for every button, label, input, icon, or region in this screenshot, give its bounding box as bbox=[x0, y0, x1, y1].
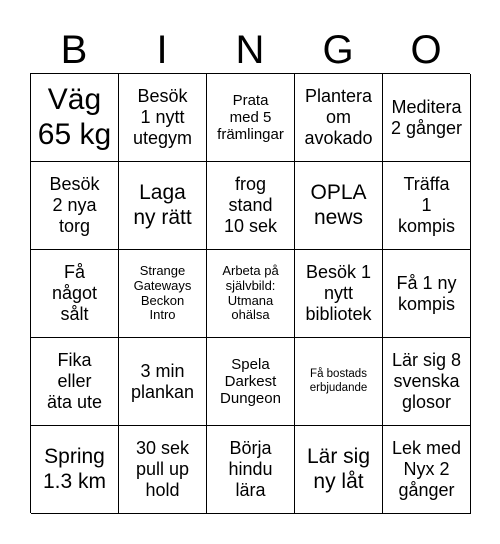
cell-text: 3 min plankan bbox=[130, 360, 195, 402]
bingo-cell[interactable] bbox=[119, 74, 207, 162]
bingo-header bbox=[30, 26, 470, 74]
cell-text: frog stand 10 sek bbox=[223, 174, 278, 236]
bingo-cell[interactable] bbox=[119, 426, 207, 514]
cell-text: Väg 65 kg bbox=[37, 83, 112, 151]
bingo-cell[interactable] bbox=[207, 74, 295, 162]
bingo-cell[interactable] bbox=[31, 74, 119, 162]
cell-text: Besök 2 nya torg bbox=[49, 174, 100, 236]
cell-text: Plantera om avokado bbox=[304, 86, 373, 148]
cell-text: Besök 1 nytt bibliotek bbox=[305, 262, 372, 324]
cell-text: Lär sig ny låt bbox=[306, 445, 371, 493]
bingo-cell[interactable] bbox=[295, 162, 383, 250]
cell-text: Meditera 2 gånger bbox=[390, 96, 463, 138]
cell-text: OPLA news bbox=[310, 181, 367, 229]
cell-text: Få bostads erbjudande bbox=[309, 368, 368, 394]
header-letter-o: O bbox=[410, 28, 442, 72]
cell-text: Strange Gateways Beckon Intro bbox=[133, 262, 192, 323]
bingo-cell[interactable] bbox=[295, 426, 383, 514]
cell-text: Lär sig 8 svenska glosor bbox=[391, 350, 462, 412]
header-letter-i: I bbox=[156, 28, 168, 72]
header-letter-n: N bbox=[235, 28, 265, 72]
bingo-card-grid bbox=[30, 73, 470, 513]
bingo-cell[interactable] bbox=[119, 338, 207, 426]
bingo-cell[interactable] bbox=[119, 162, 207, 250]
cell-text: Få något sålt bbox=[51, 262, 98, 324]
bingo-cell[interactable] bbox=[295, 250, 383, 338]
cell-text: Laga ny rätt bbox=[133, 181, 192, 229]
bingo-cell[interactable] bbox=[383, 162, 471, 250]
bingo-cell[interactable] bbox=[31, 338, 119, 426]
cell-text: Spela Darkest Dungeon bbox=[220, 355, 281, 408]
header-letter-b: B bbox=[60, 28, 88, 72]
cell-text: Lek med Nyx 2 gånger bbox=[391, 438, 462, 500]
bingo-cell[interactable] bbox=[207, 426, 295, 514]
header-letter-g: G bbox=[322, 28, 354, 72]
cell-text: Fika eller äta ute bbox=[46, 350, 103, 412]
bingo-cell[interactable] bbox=[383, 338, 471, 426]
cell-text: Besök 1 nytt utegym bbox=[132, 86, 193, 148]
cell-text: Arbeta på självbild: Utmana ohälsa bbox=[222, 262, 279, 323]
cell-text: 30 sek pull up hold bbox=[135, 438, 190, 500]
bingo-cell[interactable] bbox=[207, 162, 295, 250]
bingo-cell[interactable] bbox=[295, 74, 383, 162]
cell-text: Prata med 5 främlingar bbox=[217, 91, 284, 144]
bingo-cell[interactable] bbox=[383, 250, 471, 338]
bingo-cell[interactable] bbox=[31, 426, 119, 514]
cell-text: Få 1 ny kompis bbox=[396, 272, 457, 314]
cell-text: Spring 1.3 km bbox=[42, 445, 107, 493]
bingo-cell[interactable] bbox=[119, 250, 207, 338]
bingo-cell[interactable] bbox=[31, 162, 119, 250]
bingo-cell[interactable] bbox=[383, 74, 471, 162]
bingo-cell[interactable] bbox=[383, 426, 471, 514]
bingo-cell[interactable] bbox=[207, 250, 295, 338]
cell-text: Börja hindu lära bbox=[228, 438, 273, 500]
cell-text: Träffa 1 kompis bbox=[397, 174, 455, 236]
bingo-cell[interactable] bbox=[295, 338, 383, 426]
bingo-cell[interactable] bbox=[31, 250, 119, 338]
bingo-cell[interactable] bbox=[207, 338, 295, 426]
